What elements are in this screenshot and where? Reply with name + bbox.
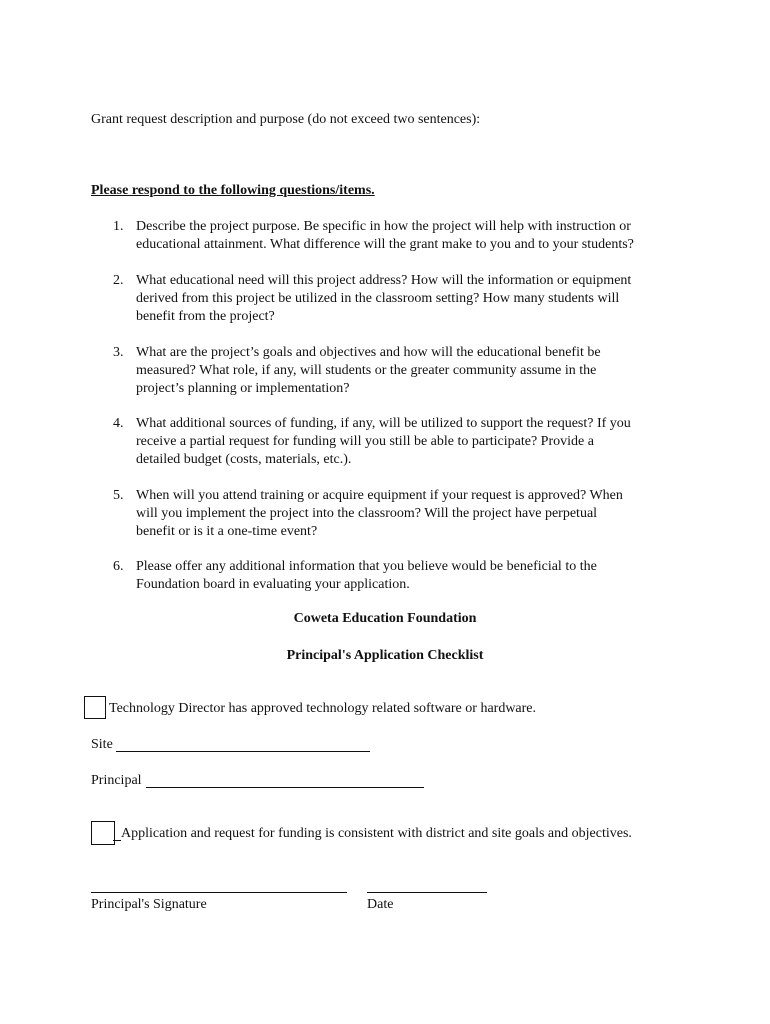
consistency-underline bbox=[113, 840, 121, 841]
grant-description-prompt: Grant request description and purpose (do not exceed two sentences): bbox=[91, 112, 481, 127]
question-line: will you implement the project into the classroom? Will the project have perpetual bbox=[136, 506, 598, 521]
tech-approval-label: Technology Director has approved technology related software or hardware. bbox=[109, 701, 537, 716]
question-6 bbox=[113, 558, 693, 594]
tech-approval-checkbox[interactable] bbox=[84, 696, 106, 719]
question-5 bbox=[113, 487, 693, 541]
checklist-title: Principal's Application Checklist bbox=[286, 648, 484, 663]
site-label: Site bbox=[91, 737, 113, 752]
question-line: benefit from the project? bbox=[136, 309, 275, 324]
signature-line[interactable] bbox=[91, 892, 347, 893]
question-4 bbox=[113, 415, 693, 469]
signature-label: Principal's Signature bbox=[91, 897, 207, 912]
question-line: When will you attend training or acquire equipment if your request is approved? When bbox=[136, 488, 623, 503]
question-line: What are the project’s goals and objectives and how will the educational benefit be bbox=[136, 345, 601, 360]
question-line: receive a partial request for funding will you still be able to participate? Provide a bbox=[136, 434, 594, 449]
question-number: 5. bbox=[113, 488, 124, 503]
date-label: Date bbox=[367, 897, 394, 912]
question-number: 6. bbox=[113, 559, 124, 574]
principal-label: Principal bbox=[91, 773, 142, 788]
question-line: educational attainment. What difference will the grant make to you and to your students? bbox=[136, 237, 634, 252]
question-line: derived from this project be utilized in the classroom setting? How many students will bbox=[136, 291, 620, 306]
question-line: What educational need will this project address? How will the information or equipment bbox=[136, 273, 632, 288]
question-line: What additional sources of funding, if any, will be utilized to support the request? If you bbox=[136, 416, 631, 431]
principal-field[interactable] bbox=[146, 787, 424, 788]
question-number: 1. bbox=[113, 219, 124, 234]
question-2 bbox=[113, 272, 693, 326]
question-number: 4. bbox=[113, 416, 124, 431]
question-3 bbox=[113, 344, 693, 398]
question-line: Describe the project purpose. Be specific in how the project will help with instruction or bbox=[136, 219, 631, 234]
consistency-label: Application and request for funding is consistent with district and site goals and objectives. bbox=[121, 826, 632, 841]
question-line: project’s planning or implementation? bbox=[136, 381, 350, 396]
question-line: Foundation board in evaluating your application. bbox=[136, 577, 410, 592]
date-line[interactable] bbox=[367, 892, 487, 893]
question-line: benefit or is it a one-time event? bbox=[136, 524, 318, 539]
question-number: 3. bbox=[113, 345, 124, 360]
organization-title: Coweta Education Foundation bbox=[293, 611, 477, 626]
instructions-heading: Please respond to the following questions/items. bbox=[91, 183, 375, 198]
question-line: measured? What role, if any, will students or the greater community assume in the bbox=[136, 363, 597, 378]
question-line: detailed budget (costs, materials, etc.). bbox=[136, 452, 352, 467]
question-1 bbox=[113, 218, 693, 254]
question-number: 2. bbox=[113, 273, 124, 288]
question-line: Please offer any additional information that you believe would be beneficial to the bbox=[136, 559, 597, 574]
site-field[interactable] bbox=[116, 751, 370, 752]
consistency-checkbox[interactable] bbox=[91, 821, 115, 845]
